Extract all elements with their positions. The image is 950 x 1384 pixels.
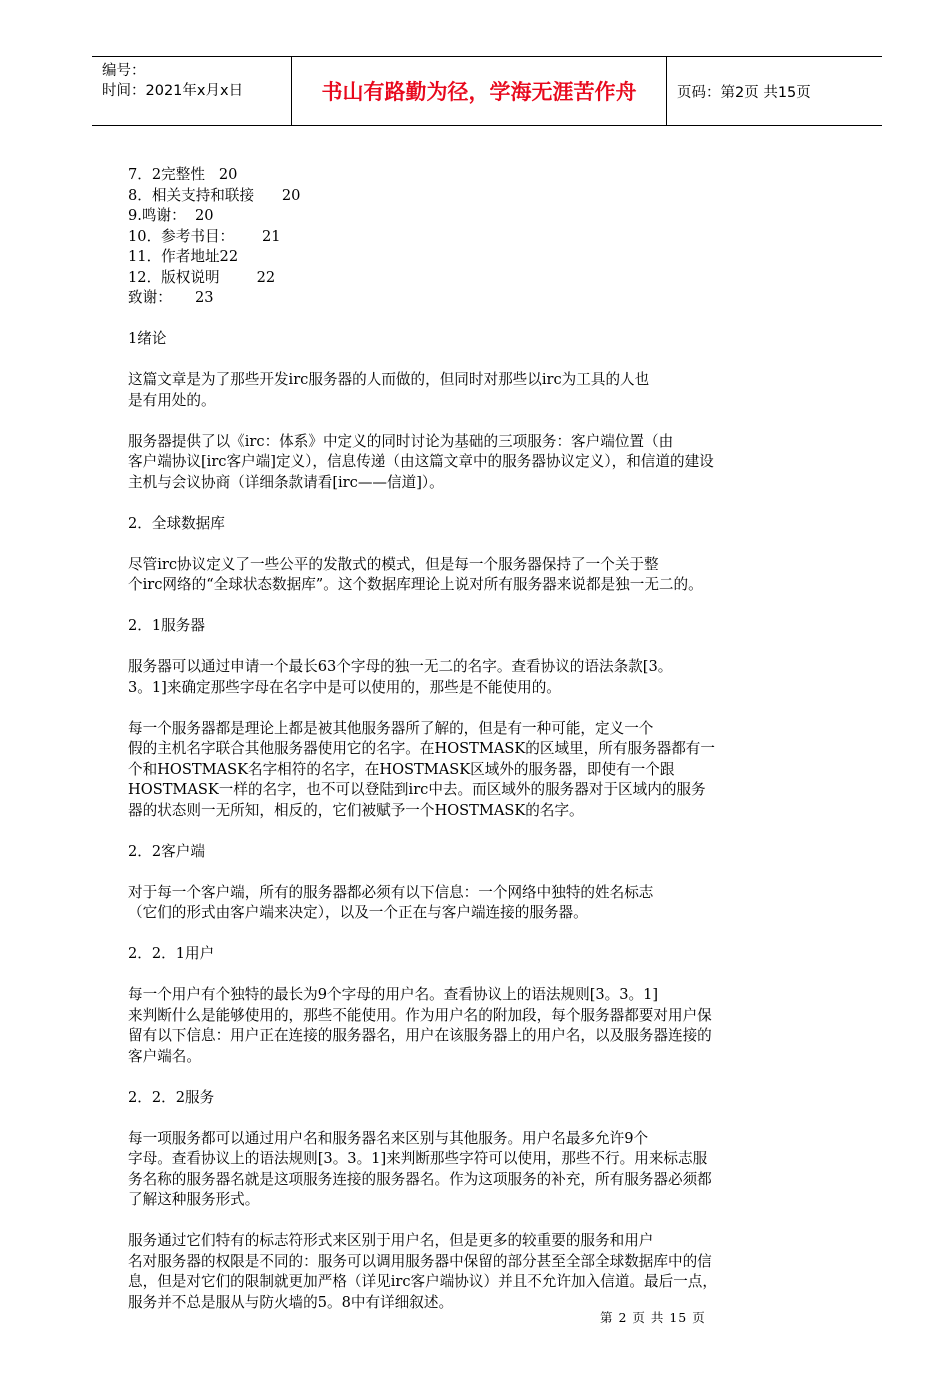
text-line: 服务器可以通过申请一个最长63个字母的独一无二的名字。查看协议的语法条款[3。 [128, 658, 673, 675]
text-line: 尽管irc协议定义了一些公平的发散式的模式，但是每一个服务器保持了一个关于整 [128, 555, 659, 573]
toc-entry: 9.鸣谢： 20 [128, 207, 214, 224]
section-heading [128, 1088, 828, 1109]
text-line: 是有用处的。 [128, 391, 216, 409]
document-body [128, 165, 828, 1313]
text-line: 名对服务器的权限是不同的：服务可以调用服务器中保留的部分甚至全部全球数据库中的信 [128, 1252, 712, 1270]
paragraph [128, 555, 828, 596]
toc-entry: 8．相关支持和联接 20 [128, 186, 301, 204]
text-line: 了解这种服务形式。 [128, 1191, 260, 1208]
text-line: 3。1]来确定那些字母在名字中是可以使用的，那些是不能使用的。 [128, 678, 561, 696]
paragraph [128, 1129, 828, 1211]
document-time-label: 时间：2021年x月x日 [102, 83, 244, 99]
text-line: HOSTMASK一样的名字，也不可以登陆到irc中去。而区域外的服务器对于区域内的服务 [128, 781, 706, 798]
text-line: 每一项服务都可以通过用户名和服务器名来区别与其他服务。用户名最多允许9个 [128, 1129, 649, 1147]
text-line: 留有以下信息：用户正在连接的服务器名，用户在该服务器上的用户名，以及服务器连接的 [128, 1027, 712, 1044]
header-meta [92, 57, 292, 125]
toc-entry: 7．2完整性 20 [128, 166, 238, 183]
paragraph [128, 719, 828, 822]
paragraph [128, 370, 828, 411]
table-of-contents [128, 165, 828, 309]
text-line: 来判断什么是能够使用的，那些不能使用。作为用户名的附加段，每个服务器都要对用户保 [128, 1006, 712, 1024]
text-line: 假的主机名字联合其他服务器使用它的名字。在HOSTMASK的区域里，所有服务器都有一 [128, 740, 715, 757]
text-line: 服务并不总是服从与防火墙的5。8中有详细叙述。 [128, 1293, 454, 1311]
section-heading [128, 514, 828, 535]
toc-entry: 致谢： 23 [128, 289, 214, 306]
text-line: 务名称的服务器名就是这项服务连接的服务器名。作为这项服务的补充，所有服务器必须都 [128, 1170, 712, 1188]
paragraph [128, 657, 828, 698]
text-line: 1绪论 [128, 330, 167, 347]
text-line: 主机与会议协商（详细条款请看[irc——信道]）。 [128, 473, 444, 491]
text-line: 字母。查看协议上的语法规则[3。3。1]来判断那些字符可以使用，那些不行。用来标志服 [128, 1150, 708, 1167]
toc-entry: 11．作者地址22 [128, 248, 239, 265]
text-line: 客户端名。 [128, 1047, 201, 1065]
text-line: 个irc网络的“全球状态数据库”。这个数据库理论上说对所有服务器来说都是独一无二的。 [128, 576, 703, 593]
text-line: 服务器提供了以《irc：体系》中定义的同时讨论为基础的三项服务：客户端位置（由 [128, 432, 674, 450]
page-header [92, 56, 882, 126]
header-motto: 书山有路勤为径，学海无涯苦作舟 [292, 57, 667, 125]
toc-entry: 10．参考书目： 21 [128, 227, 281, 245]
text-line: 2．2客户端 [128, 842, 205, 860]
body-paragraphs [128, 329, 828, 1313]
text-line: 2．1服务器 [128, 617, 205, 634]
text-line: 2．2．2服务 [128, 1088, 215, 1106]
header-page-info: 页码：第2页 共15页 [677, 84, 811, 101]
text-line: 对于每一个客户端，所有的服务器都必须有以下信息：一个网络中独特的姓名标志 [128, 883, 654, 901]
section-heading [128, 616, 828, 637]
text-line: 服务通过它们特有的标志符形式来区别于用户名，但是更多的较重要的服务和用户 [128, 1232, 654, 1249]
text-line: （它们的形式由客户端来决定），以及一个正在与客户端连接的服务器。 [128, 904, 588, 921]
text-line: 这篇文章是为了那些开发irc服务器的人而做的，但同时对那些以irc为工具的人也 [128, 371, 650, 388]
text-line: 器的状态则一无所知，相反的，它们被赋予一个HOSTMASK的名字。 [128, 801, 584, 819]
text-line: 2．全球数据库 [128, 514, 225, 532]
section-heading [128, 842, 828, 863]
text-line: 2．2．1用户 [128, 945, 215, 962]
page-footer: 第 2 页 共 15 页 [600, 1310, 706, 1325]
document-number-label: 编号： [102, 63, 146, 79]
text-line: 息，但是对它们的限制就更加严格（详见irc客户端协议）并且不允许加入信道。最后一点， [128, 1273, 717, 1290]
text-line: 个和HOSTMASK名字相符的名字，在HOSTMASK区域外的服务器，即使有一个跟 [128, 760, 675, 778]
paragraph [128, 883, 828, 924]
section-heading [128, 944, 828, 965]
toc-entry: 12．版权说明 22 [128, 268, 276, 286]
text-line: 每一个服务器都是理论上都是被其他服务器所了解的，但是有一种可能，定义一个 [128, 719, 654, 737]
paragraph [128, 1231, 828, 1313]
section-heading [128, 329, 828, 350]
text-line: 客户端协议[irc客户端]定义），信息传递（由这篇文章中的服务器协议定义），和信道的建设 [128, 453, 714, 470]
text-line: 每一个用户有个独特的最长为9个字母的用户名。查看协议上的语法规则[3。3。1] [128, 986, 659, 1003]
paragraph [128, 432, 828, 494]
paragraph [128, 985, 828, 1067]
